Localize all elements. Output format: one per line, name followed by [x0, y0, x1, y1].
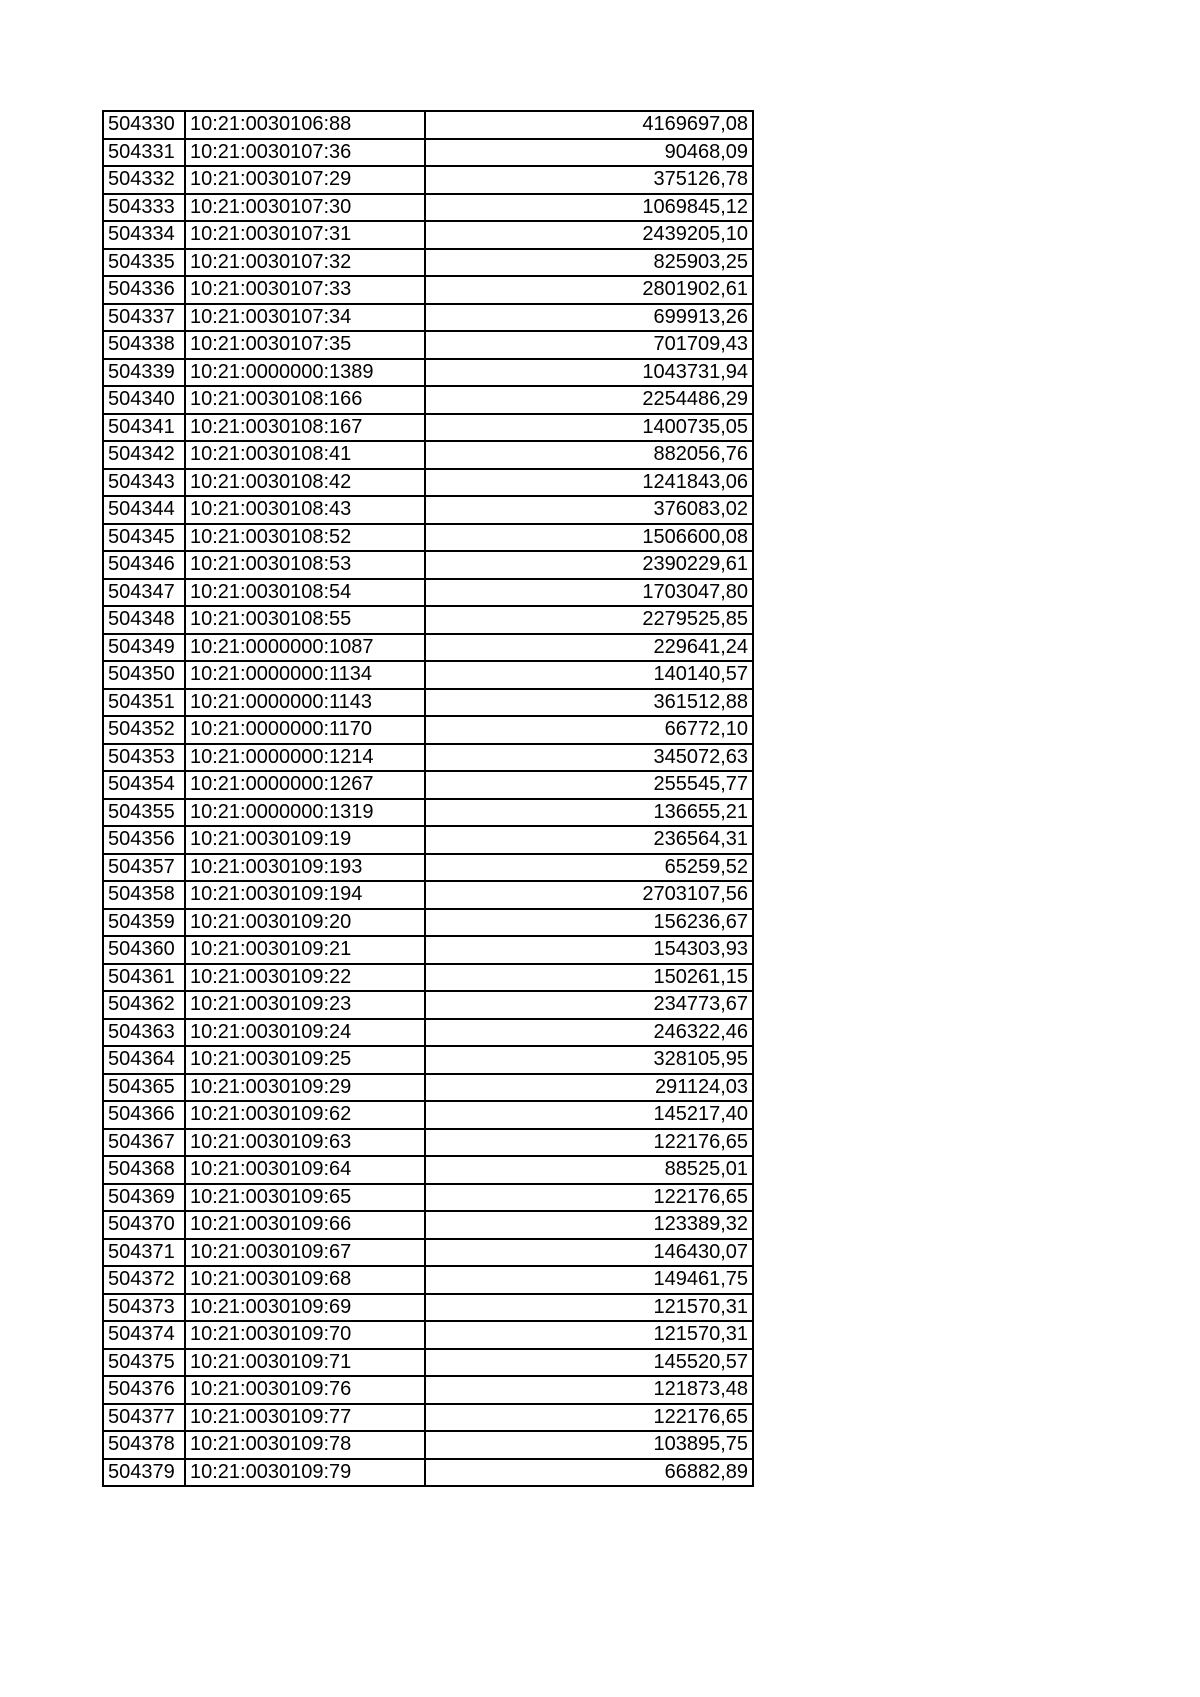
table-row	[103, 1046, 753, 1074]
amount-cell: 122176,65	[425, 1129, 753, 1157]
amount-cell: 4169697,08	[425, 111, 753, 139]
row-number-cell: 504345	[103, 524, 185, 552]
row-number-cell: 504352	[103, 716, 185, 744]
amount-cell: 121873,48	[425, 1376, 753, 1404]
cadastral-number-cell: 10:21:0030109:25	[185, 1046, 425, 1074]
cadastral-number-cell: 10:21:0030108:167	[185, 414, 425, 442]
row-number-cell: 504369	[103, 1184, 185, 1212]
amount-cell: 2439205,10	[425, 221, 753, 249]
row-number-cell: 504346	[103, 551, 185, 579]
table-row	[103, 661, 753, 689]
row-number-cell: 504350	[103, 661, 185, 689]
amount-cell: 1506600,08	[425, 524, 753, 552]
row-number-cell: 504374	[103, 1321, 185, 1349]
amount-cell: 90468,09	[425, 139, 753, 167]
amount-cell: 291124,03	[425, 1074, 753, 1102]
row-number-cell: 504331	[103, 139, 185, 167]
cadastral-number-cell: 10:21:0030108:54	[185, 579, 425, 607]
amount-cell: 1069845,12	[425, 194, 753, 222]
amount-cell: 376083,02	[425, 496, 753, 524]
amount-cell: 150261,15	[425, 964, 753, 992]
cadastral-number-cell: 10:21:0030109:19	[185, 826, 425, 854]
row-number-cell: 504361	[103, 964, 185, 992]
amount-cell: 122176,65	[425, 1404, 753, 1432]
cadastral-number-cell: 10:21:0030109:194	[185, 881, 425, 909]
row-number-cell: 504373	[103, 1294, 185, 1322]
amount-cell: 145217,40	[425, 1101, 753, 1129]
amount-cell: 1400735,05	[425, 414, 753, 442]
row-number-cell: 504370	[103, 1211, 185, 1239]
row-number-cell: 504356	[103, 826, 185, 854]
amount-cell: 255545,77	[425, 771, 753, 799]
table-row	[103, 744, 753, 772]
amount-cell: 65259,52	[425, 854, 753, 882]
row-number-cell: 504353	[103, 744, 185, 772]
row-number-cell: 504339	[103, 359, 185, 387]
cadastral-number-cell: 10:21:0030107:29	[185, 166, 425, 194]
row-number-cell: 504372	[103, 1266, 185, 1294]
row-number-cell: 504333	[103, 194, 185, 222]
row-number-cell: 504357	[103, 854, 185, 882]
row-number-cell: 504378	[103, 1431, 185, 1459]
row-number-cell: 504365	[103, 1074, 185, 1102]
cadastral-number-cell: 10:21:0030108:55	[185, 606, 425, 634]
cadastral-number-cell: 10:21:0030109:22	[185, 964, 425, 992]
row-number-cell: 504344	[103, 496, 185, 524]
table-row	[103, 881, 753, 909]
row-number-cell: 504364	[103, 1046, 185, 1074]
amount-cell: 2279525,85	[425, 606, 753, 634]
cadastral-number-cell: 10:21:0030109:67	[185, 1239, 425, 1267]
cadastral-number-cell: 10:21:0030109:63	[185, 1129, 425, 1157]
row-number-cell: 504354	[103, 771, 185, 799]
row-number-cell: 504379	[103, 1459, 185, 1487]
amount-cell: 2390229,61	[425, 551, 753, 579]
cadastral-number-cell: 10:21:0030107:34	[185, 304, 425, 332]
row-number-cell: 504366	[103, 1101, 185, 1129]
amount-cell: 140140,57	[425, 661, 753, 689]
cadastral-number-cell: 10:21:0030109:79	[185, 1459, 425, 1487]
amount-cell: 1043731,94	[425, 359, 753, 387]
table-row	[103, 826, 753, 854]
row-number-cell: 504359	[103, 909, 185, 937]
table-row	[103, 1019, 753, 1047]
table-row	[103, 166, 753, 194]
table-row	[103, 1239, 753, 1267]
table-row	[103, 1211, 753, 1239]
cadastral-number-cell: 10:21:0030109:23	[185, 991, 425, 1019]
row-number-cell: 504347	[103, 579, 185, 607]
table-row	[103, 524, 753, 552]
table-row	[103, 1156, 753, 1184]
amount-cell: 121570,31	[425, 1294, 753, 1322]
amount-cell: 149461,75	[425, 1266, 753, 1294]
cadastral-number-cell: 10:21:0030107:31	[185, 221, 425, 249]
cadastral-number-cell: 10:21:0030109:62	[185, 1101, 425, 1129]
amount-cell: 1241843,06	[425, 469, 753, 497]
amount-cell: 2703107,56	[425, 881, 753, 909]
cadastral-number-cell: 10:21:0000000:1389	[185, 359, 425, 387]
table-row	[103, 249, 753, 277]
table-row	[103, 936, 753, 964]
table-row	[103, 799, 753, 827]
amount-cell: 345072,63	[425, 744, 753, 772]
amount-cell: 375126,78	[425, 166, 753, 194]
amount-cell: 328105,95	[425, 1046, 753, 1074]
amount-cell: 2801902,61	[425, 276, 753, 304]
amount-cell: 156236,67	[425, 909, 753, 937]
cadastral-number-cell: 10:21:0030107:30	[185, 194, 425, 222]
cadastral-number-cell: 10:21:0030107:33	[185, 276, 425, 304]
amount-cell: 66772,10	[425, 716, 753, 744]
table-row	[103, 1376, 753, 1404]
amount-cell: 882056,76	[425, 441, 753, 469]
row-number-cell: 504368	[103, 1156, 185, 1184]
table-row	[103, 386, 753, 414]
amount-cell: 701709,43	[425, 331, 753, 359]
table-row	[103, 276, 753, 304]
amount-cell: 154303,93	[425, 936, 753, 964]
amount-cell: 825903,25	[425, 249, 753, 277]
row-number-cell: 504330	[103, 111, 185, 139]
table-row	[103, 359, 753, 387]
row-number-cell: 504342	[103, 441, 185, 469]
amount-cell: 234773,67	[425, 991, 753, 1019]
table-row	[103, 194, 753, 222]
amount-cell: 103895,75	[425, 1431, 753, 1459]
table-row	[103, 1074, 753, 1102]
amount-cell: 236564,31	[425, 826, 753, 854]
cadastral-number-cell: 10:21:0030109:70	[185, 1321, 425, 1349]
amount-cell: 246322,46	[425, 1019, 753, 1047]
cadastral-number-cell: 10:21:0030107:32	[185, 249, 425, 277]
table-row	[103, 221, 753, 249]
cadastral-number-cell: 10:21:0030107:36	[185, 139, 425, 167]
table-row	[103, 111, 753, 139]
row-number-cell: 504334	[103, 221, 185, 249]
table-row	[103, 1431, 753, 1459]
cadastral-number-cell: 10:21:0030106:88	[185, 111, 425, 139]
amount-cell: 122176,65	[425, 1184, 753, 1212]
amount-cell: 136655,21	[425, 799, 753, 827]
data-table	[102, 110, 754, 1487]
table-row	[103, 771, 753, 799]
table-row	[103, 139, 753, 167]
row-number-cell: 504377	[103, 1404, 185, 1432]
amount-cell: 2254486,29	[425, 386, 753, 414]
table-row	[103, 909, 753, 937]
cadastral-number-cell: 10:21:0030109:20	[185, 909, 425, 937]
cadastral-number-cell: 10:21:0000000:1214	[185, 744, 425, 772]
table-row	[103, 1294, 753, 1322]
table-row	[103, 1129, 753, 1157]
cadastral-number-cell: 10:21:0000000:1170	[185, 716, 425, 744]
row-number-cell: 504340	[103, 386, 185, 414]
row-number-cell: 504376	[103, 1376, 185, 1404]
row-number-cell: 504332	[103, 166, 185, 194]
amount-cell: 146430,07	[425, 1239, 753, 1267]
table-row	[103, 1459, 753, 1487]
amount-cell: 699913,26	[425, 304, 753, 332]
cadastral-number-cell: 10:21:0030108:166	[185, 386, 425, 414]
cadastral-number-cell: 10:21:0030109:69	[185, 1294, 425, 1322]
table-row	[103, 991, 753, 1019]
row-number-cell: 504338	[103, 331, 185, 359]
table-row	[103, 634, 753, 662]
row-number-cell: 504341	[103, 414, 185, 442]
table-row	[103, 716, 753, 744]
cadastral-number-cell: 10:21:0030109:193	[185, 854, 425, 882]
cadastral-number-cell: 10:21:0030109:78	[185, 1431, 425, 1459]
cadastral-number-cell: 10:21:0030108:41	[185, 441, 425, 469]
cadastral-number-cell: 10:21:0030109:76	[185, 1376, 425, 1404]
table-row	[103, 1404, 753, 1432]
row-number-cell: 504337	[103, 304, 185, 332]
row-number-cell: 504363	[103, 1019, 185, 1047]
row-number-cell: 504358	[103, 881, 185, 909]
cadastral-number-cell: 10:21:0030109:77	[185, 1404, 425, 1432]
cadastral-number-cell: 10:21:0000000:1319	[185, 799, 425, 827]
amount-cell: 1703047,80	[425, 579, 753, 607]
table-row	[103, 331, 753, 359]
table-body	[103, 111, 753, 1486]
table-row	[103, 854, 753, 882]
cadastral-number-cell: 10:21:0000000:1134	[185, 661, 425, 689]
table-row	[103, 606, 753, 634]
amount-cell: 123389,32	[425, 1211, 753, 1239]
table-row	[103, 579, 753, 607]
row-number-cell: 504375	[103, 1349, 185, 1377]
cadastral-number-cell: 10:21:0030109:65	[185, 1184, 425, 1212]
amount-cell: 361512,88	[425, 689, 753, 717]
cadastral-number-cell: 10:21:0030108:43	[185, 496, 425, 524]
row-number-cell: 504355	[103, 799, 185, 827]
amount-cell: 66882,89	[425, 1459, 753, 1487]
amount-cell: 229641,24	[425, 634, 753, 662]
row-number-cell: 504362	[103, 991, 185, 1019]
table-row	[103, 1349, 753, 1377]
cadastral-number-cell: 10:21:0030109:71	[185, 1349, 425, 1377]
table-row	[103, 1101, 753, 1129]
row-number-cell: 504336	[103, 276, 185, 304]
table-row	[103, 469, 753, 497]
table-row	[103, 414, 753, 442]
cadastral-number-cell: 10:21:0000000:1267	[185, 771, 425, 799]
amount-cell: 121570,31	[425, 1321, 753, 1349]
cadastral-number-cell: 10:21:0030109:21	[185, 936, 425, 964]
table-row	[103, 1321, 753, 1349]
cadastral-number-cell: 10:21:0000000:1143	[185, 689, 425, 717]
row-number-cell: 504335	[103, 249, 185, 277]
row-number-cell: 504348	[103, 606, 185, 634]
row-number-cell: 504349	[103, 634, 185, 662]
cadastral-number-cell: 10:21:0000000:1087	[185, 634, 425, 662]
table-row	[103, 496, 753, 524]
cadastral-number-cell: 10:21:0030108:52	[185, 524, 425, 552]
table-row	[103, 1184, 753, 1212]
cadastral-number-cell: 10:21:0030109:68	[185, 1266, 425, 1294]
cadastral-number-cell: 10:21:0030109:29	[185, 1074, 425, 1102]
row-number-cell: 504367	[103, 1129, 185, 1157]
cadastral-number-cell: 10:21:0030107:35	[185, 331, 425, 359]
table-row	[103, 304, 753, 332]
cadastral-number-cell: 10:21:0030108:53	[185, 551, 425, 579]
row-number-cell: 504360	[103, 936, 185, 964]
cadastral-number-cell: 10:21:0030109:64	[185, 1156, 425, 1184]
cadastral-number-cell: 10:21:0030108:42	[185, 469, 425, 497]
row-number-cell: 504351	[103, 689, 185, 717]
table-row	[103, 441, 753, 469]
row-number-cell: 504343	[103, 469, 185, 497]
table-row	[103, 1266, 753, 1294]
cadastral-number-cell: 10:21:0030109:66	[185, 1211, 425, 1239]
table-row	[103, 689, 753, 717]
amount-cell: 88525,01	[425, 1156, 753, 1184]
table-row	[103, 551, 753, 579]
cadastral-number-cell: 10:21:0030109:24	[185, 1019, 425, 1047]
amount-cell: 145520,57	[425, 1349, 753, 1377]
row-number-cell: 504371	[103, 1239, 185, 1267]
table-row	[103, 964, 753, 992]
